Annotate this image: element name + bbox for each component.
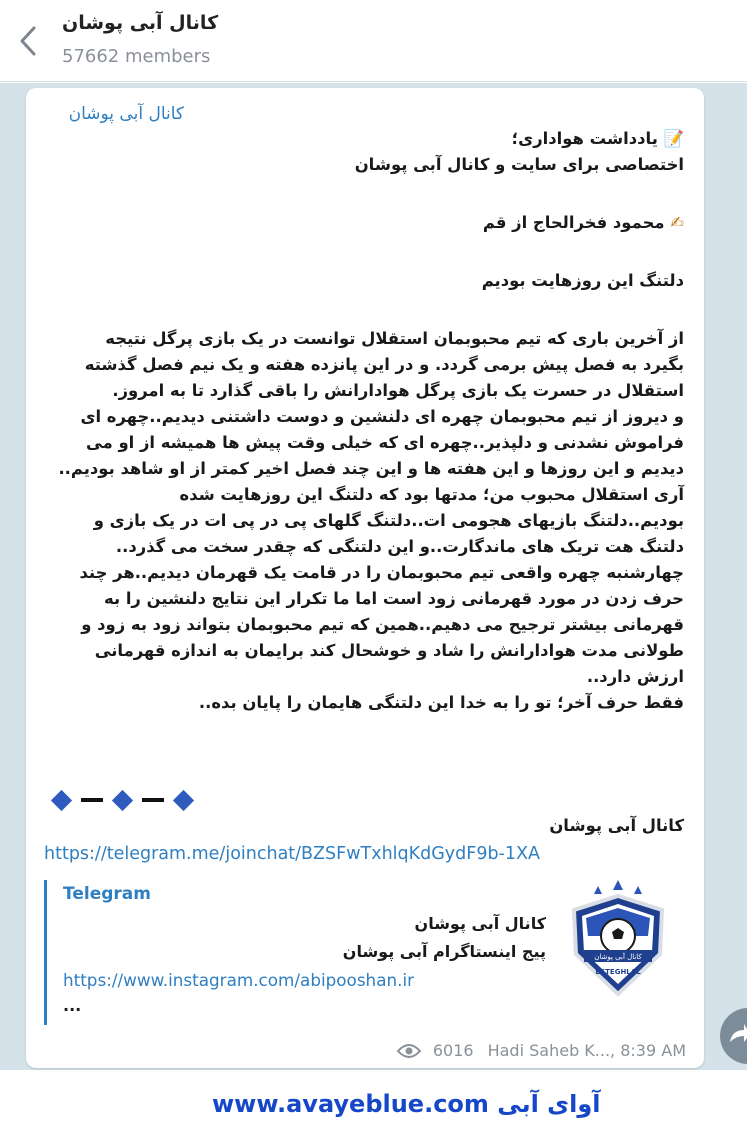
message-line: بودیم..دلتنگ بازیهای هجومی ات..دلتنگ گلهای پی در پی ات در یک بازی و [93,511,684,530]
preview-description: پیج اینستاگرام آبی پوشان [342,942,546,961]
preview-more: ... [63,996,82,1015]
message-line: 📝 یادداشت هواداری؛ [511,129,684,148]
message-sender[interactable]: کانال آبی پوشان [68,104,184,124]
message-text [42,126,684,716]
share-icon [720,1008,747,1064]
dash-icon [81,798,103,802]
preview-site-name: Telegram [63,884,151,904]
join-link[interactable]: https://telegram.me/joinchat/BZSFwTxhlqKdGydF9b-1XA [44,844,540,864]
message-line: ✍ محمود فخرالحاج از قم [482,213,684,232]
channel-logo-image[interactable] [562,876,674,1002]
message-line: استقلال در حسرت یک بازی پرگل هوادارانش را باقی گذارد تا به امروز. [112,381,684,400]
preview-title: کانال آبی پوشان [414,914,546,933]
member-count: 57662 members [62,46,211,67]
message-bubble [26,88,704,1068]
chevron-left-icon [14,22,44,60]
message-line: چهارشنبه چهره واقعی تیم محبوبمان را در قامت یک قهرمان دیدیم..هر چند [79,563,684,582]
view-count: 6016 [432,1041,474,1060]
message-line: فراموش نشدنی و دلپذیر..چهره ای که خیلی وقت پیش ها همیشه از او می [86,433,684,452]
preview-url[interactable]: https://www.instagram.com/abipooshan.ir [63,970,415,990]
message-line: آری استقلال محبوب من؛ مدتها بود که دلتنگ این روزهایت شده [179,485,684,504]
message-line: دلتنگ این روزهایت بودیم [481,271,684,290]
message-line: دیدیم و این روزها و این هفته ها و این چند فصل اخیر کمتر از او شاهد بودیم.. [58,459,684,478]
message-line: از آخرین باری که تیم محبوبمان استقلال توانست در یک بازی پرگل نتیجه [105,329,684,348]
website-watermark: www.avayeblue.com آوای آبی [212,1090,601,1118]
message-line: و دیروز از تیم محبوبمان چهره ای دلنشین و دوست داشتنی دیدیم..چهره ای [80,407,684,426]
writing-hand-icon: ✍ [670,213,684,232]
channel-title[interactable]: کانال آبی پوشان [62,12,219,34]
message-line: قهرمانی بیشتر ترجیح می دهیم..همین که تیم محبوبمان بتواند زود به زود و [81,615,684,634]
message-line: بگیرد به فصل پیش برمی گردد. و در این پانزده هفته و یک نیم فصل گذشته [84,355,684,374]
logo-subtext: ESTEGHLAL [595,968,641,976]
back-button[interactable] [14,22,44,60]
blank-line [42,178,684,210]
logo-text: کانال آبی پوشان [594,953,642,961]
dash-icon [142,798,164,802]
message-line: ارزش دارد.. [586,667,684,686]
author-time: Hadi Saheb K..., 8:39 AM [487,1041,686,1060]
channel-name-line: کانال آبی پوشان [549,816,684,835]
message-line: حرف زدن در مورد قهرمانی زود است اما ما تکرار این نتایج دلنشین را به [104,589,684,608]
eye-icon [397,1043,421,1059]
chat-header [0,0,747,82]
blank-line [42,294,684,326]
diamond-separator [48,788,197,812]
diamond-icon [173,789,194,810]
diamond-icon [51,789,72,810]
message-line: فقط حرف آخر؛ تو را به خدا این دلتنگی هایمان را پایان بده.. [198,693,684,712]
message-line: اختصاصی برای سایت و کانال آبی پوشان [354,155,684,174]
message-line: دلتنگ هت تریک های ماندگارت..و این دلتنگی که چقدر سخت می گذرد.. [115,537,684,556]
watermark-footer [0,1080,747,1130]
link-preview[interactable] [44,880,664,1025]
message-meta [397,1041,686,1060]
diamond-icon [112,789,133,810]
memo-icon: 📝 [663,129,684,148]
message-line: طولانی مدت هوادارانش را شاد و خوشحال کند برایمان به اندازه قهرمانی [94,641,684,660]
blank-line [42,236,684,268]
share-button[interactable] [720,1008,747,1064]
